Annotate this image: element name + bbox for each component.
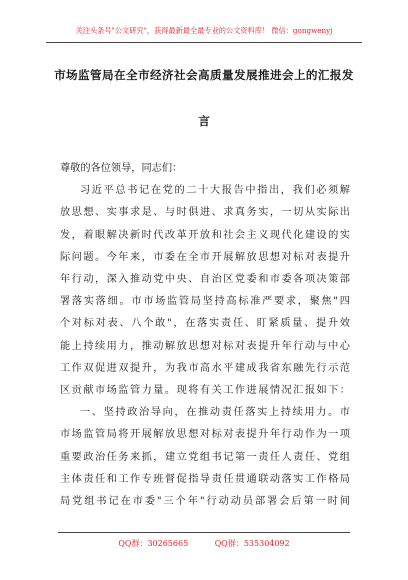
body-line: 年行动，深入推动党中央、自治区党委和市委各项决策部 [60,274,350,286]
document-title: 市场监管局在全市经济社会高质量发展推进会上的汇报发 [54,68,354,82]
body-line: 发，着眼解决新时代改革开放和社会主义现代化建设的实 [60,229,350,241]
body-line: 工作双促进双提升，为我市高水平建成我省东融先行示范 [60,362,350,374]
document-title-continuation: 言 [198,114,210,128]
body-line: 个对标对表、八个敢"，在落实责任、盯紧质量、提升效 [60,318,350,330]
qq-group-2: QQ群：535304092 [214,539,290,548]
body-line: 际问题。今年来，市委在全市开展解放思想对标对表提升 [60,251,350,263]
body-line: 局党组书记在市委"三个年"行动动员部署会后第一时间 [60,496,350,508]
body-line: 主体责任和工作专班督促指导责任贯通联动落实工作格局 [60,473,350,485]
footer-contacts [0,538,408,549]
body-line: 能上持续用力，推动解放思想对标对表提升年行动与中心 [60,340,350,352]
qq-group-1: QQ群：30265665 [118,539,189,548]
body-line: 署落实落细。市市场监管局坚持高标准严要求，聚焦"四 [60,296,350,308]
body-line: 区贡献市场监管力量。现将有关工作进展情况汇报如下： [60,385,350,397]
body-line: 重要政治任务来抓，建立党组书记第一责任人责任、党组 [60,451,350,463]
body-line: 放思想、实事求是、与时俱进、求真务实，一切从实际出 [60,207,350,219]
salutation: 尊敬的各位领导，同志们： [60,163,183,174]
promo-header-text: 关注头条号"公文研究"，获得最新最全最专业的公文资料库！ 微信：gongwenyj [75,26,333,35]
header-divider [46,42,362,43]
body-line: 习近平总书记在党的二十大报告中指出，我们必须解 [80,185,350,197]
document-body [60,158,350,513]
footer-divider [58,532,350,533]
body-line: 市场监管局将开展解放思想对标对表提升年行动作为一项 [60,429,350,441]
body-line: 一、坚持政治导向，在推动责任落实上持续用力。市 [80,407,350,419]
